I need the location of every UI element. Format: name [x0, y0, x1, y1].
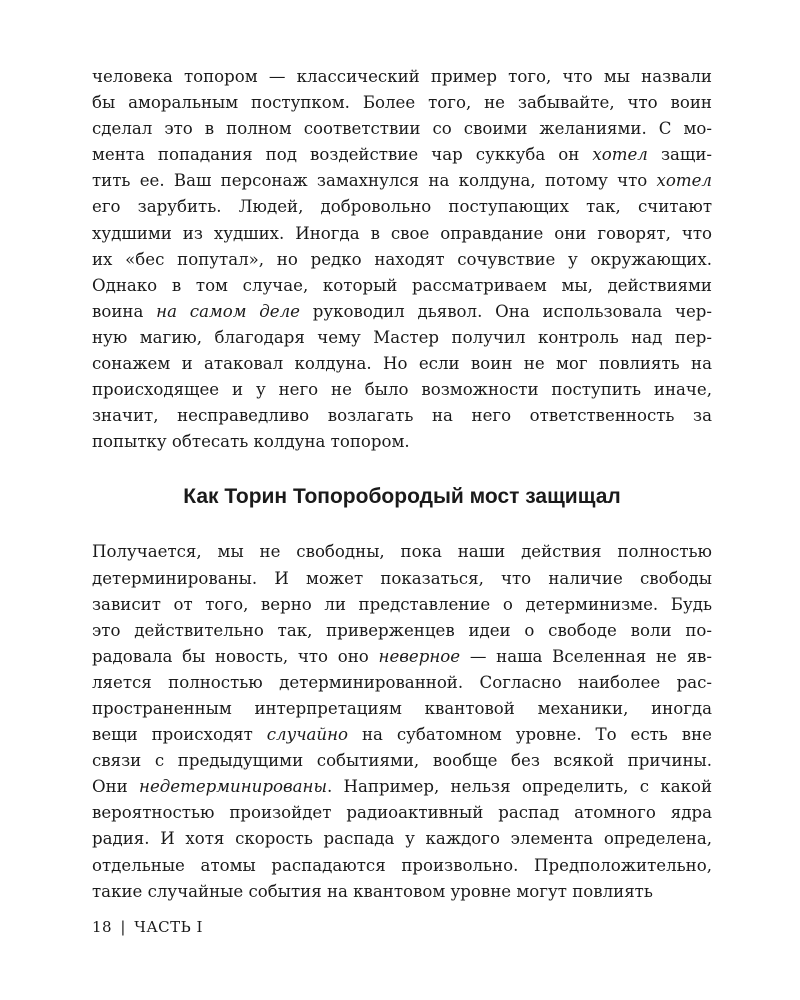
paragraph-2 [92, 539, 712, 904]
text-line: попытку обтесать колдуна топором. [92, 432, 410, 452]
emphasis: случайно [266, 725, 349, 745]
text-line: Получается, мы не свободны, пока наши действия полностью [92, 542, 712, 562]
text-line: зависит от того, верно ли представление о детерминизме. Будь [92, 594, 712, 614]
page-content [92, 64, 712, 905]
text-line: значит, несправедливо возлагать на него ответственность за [92, 406, 712, 426]
paragraph-1 [92, 64, 712, 455]
text-line: это действительно так, приверженцев идеи о свободе воли по- [92, 620, 712, 640]
page-footer [92, 918, 203, 936]
emphasis: недетерминированы [139, 777, 327, 797]
text-line: вещи происходят случайно на субатомном уровне. То есть вне [92, 725, 712, 745]
page-number: 18 [92, 918, 113, 936]
section-label: ЧАСТЬ I [134, 918, 203, 936]
text-line: Они недетерминированы. Например, нельзя определить, с какой [92, 777, 713, 797]
emphasis: хотел [592, 145, 648, 165]
text-line: такие случайные события на квантовом уровне могут повлиять [92, 881, 653, 901]
text-line: вероятностью произойдет радиоактивный распад атомного ядра [92, 803, 712, 823]
text-line: пространенным интерпретациям квантовой механики, иногда [92, 698, 712, 718]
text-line: сонажем и атаковал колдуна. Но если воин не мог повлиять на [92, 354, 712, 374]
text-line: бы аморальным поступком. Более того, не забывайте, что воин [92, 93, 712, 113]
text-line: отдельные атомы распадаются произвольно. Предположительно, [92, 855, 712, 875]
text-line: радовала бы новость, что оно неверное — наша Вселенная не яв- [92, 646, 712, 666]
text-line: его зарубить. Людей, добровольно поступающих так, считают [92, 197, 712, 217]
text-line: человека топором — классический пример того, что мы назвали [92, 67, 712, 86]
text-line: их «бес попутал», но редко находят сочувствие у окружающих. [92, 249, 712, 269]
footer-separator: | [120, 918, 126, 936]
emphasis: хотел [656, 171, 712, 191]
text-line: ляется полностью детерминированной. Согласно наиболее рас- [92, 672, 712, 692]
text-line: тить ее. Ваш персонаж замахнулся на колдуна, потому что хотел [92, 171, 712, 191]
emphasis: на самом деле [156, 301, 300, 321]
section-heading: Как Торин Топоробородый мост защищал [183, 485, 621, 509]
text-line: детерминированы. И может показаться, что наличие свободы [92, 568, 712, 588]
text-line: мента попадания под воздействие чар суккуба он хотел защи- [92, 145, 712, 165]
text-line: происходящее и у него не было возможности поступить иначе, [92, 380, 712, 400]
text-line: воина на самом деле руководил дьявол. Она использовала чер- [92, 301, 713, 321]
emphasis: неверное [378, 646, 461, 666]
text-line: связи с предыдущими событиями, вообще без всякой причины. [92, 751, 712, 771]
text-line: Однако в том случае, который рассматриваем мы, действиями [92, 275, 712, 295]
text-line: ную магию, благодаря чему Мастер получил контроль над пер- [92, 327, 712, 347]
text-line: радия. И хотя скорость распада у каждого элемента определена, [92, 829, 712, 849]
text-line: сделал это в полном соответствии со своими желаниями. С мо- [92, 119, 712, 139]
text-line: худшими из худших. Иногда в свое оправдание они говорят, что [92, 223, 712, 243]
